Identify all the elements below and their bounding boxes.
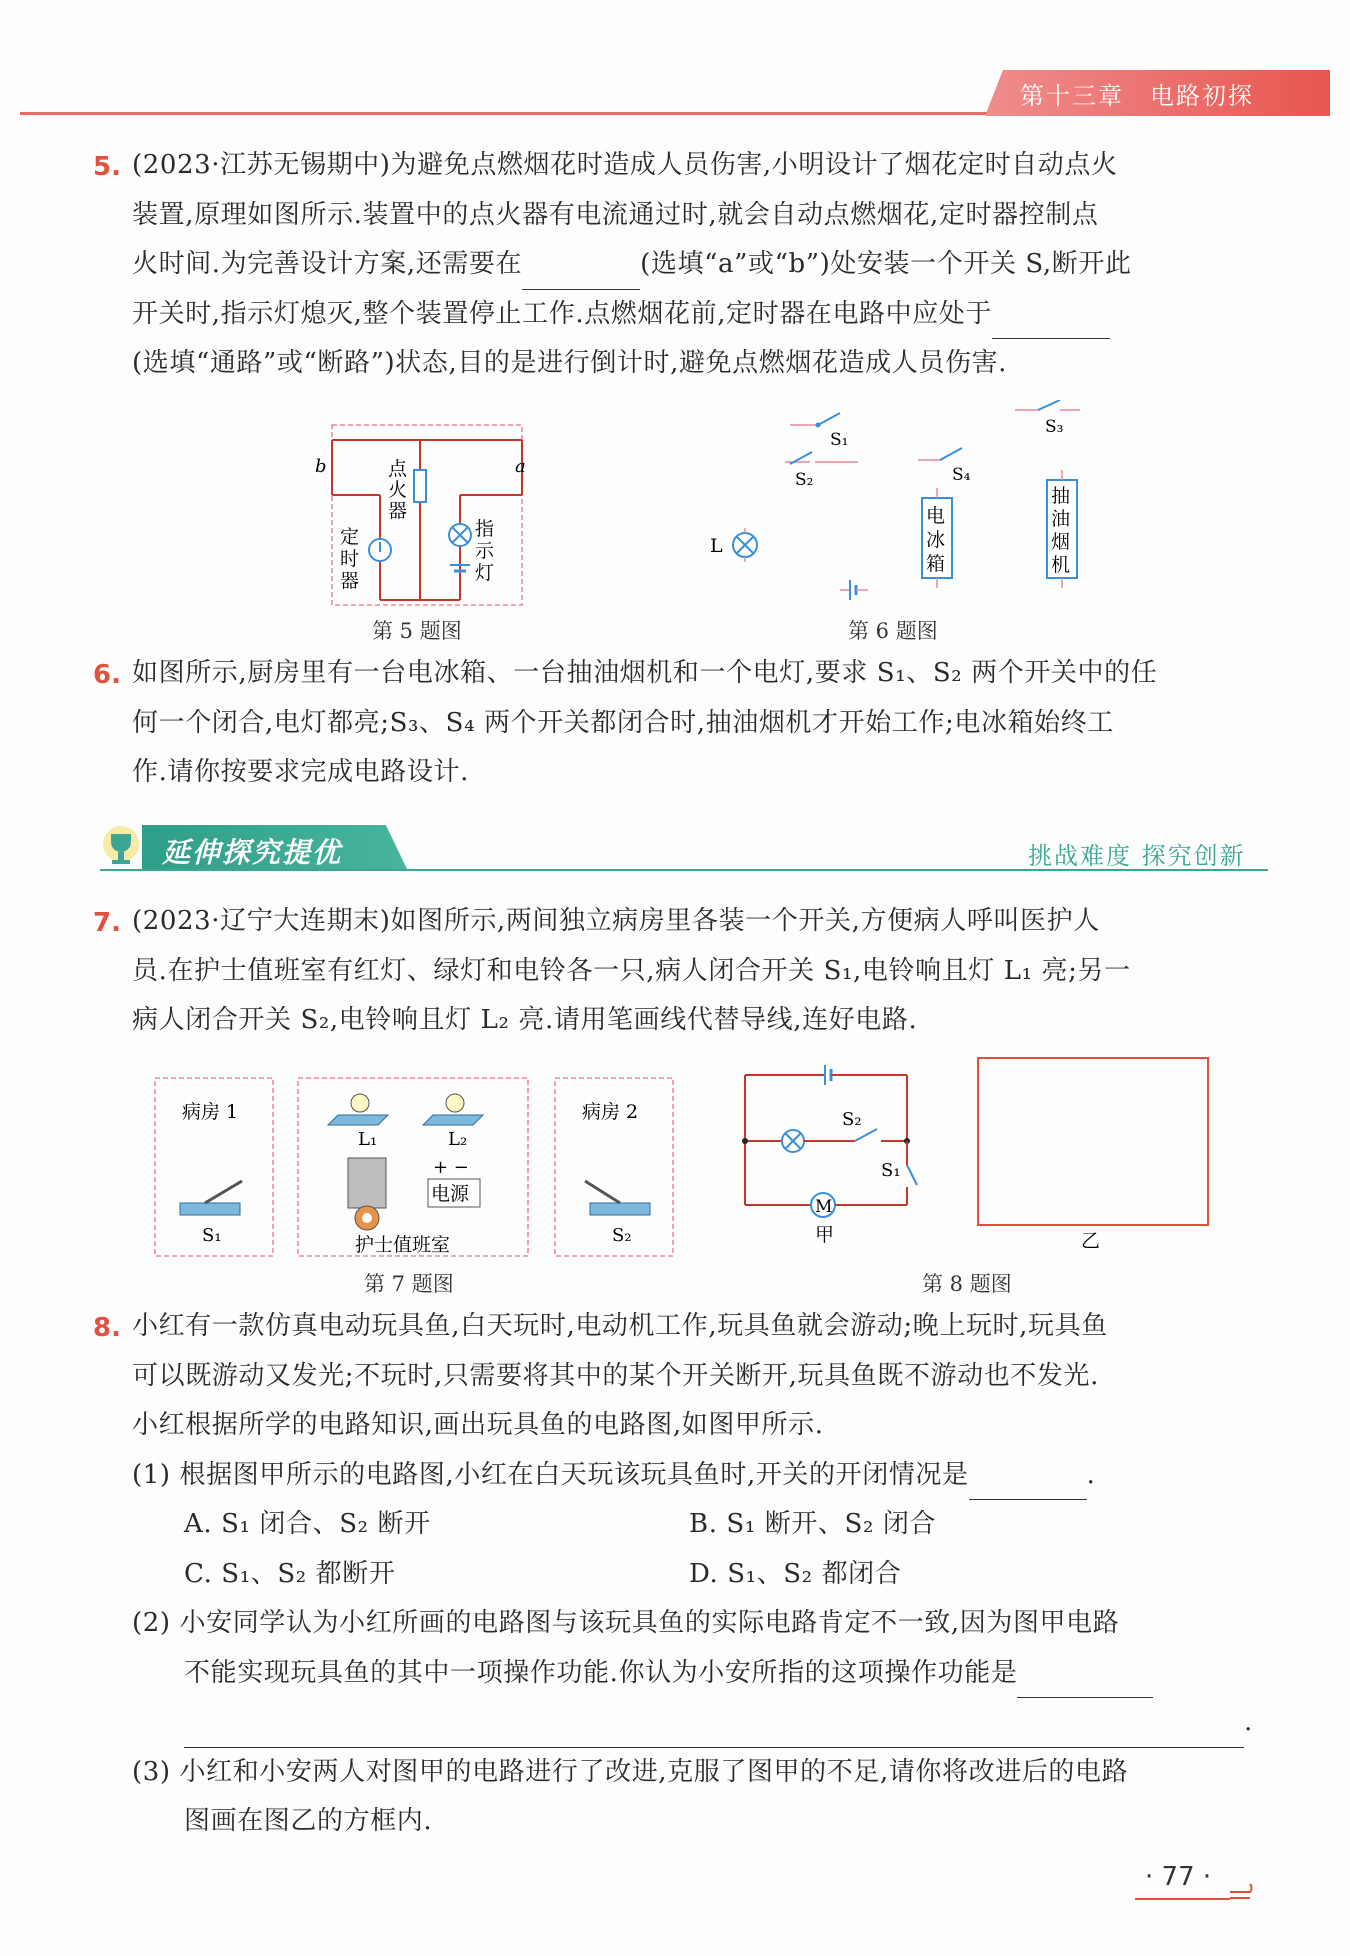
question-number-7: 7. [93,908,121,938]
section-title: 延伸探究提优 [162,836,343,869]
s2-label: S₂ [795,470,814,490]
q6-line-1: 如图所示,厨房里有一台电冰箱、一台抽油烟机和一个电灯,要求 S₁、S₂ 两个开关中的任 [132,658,1158,688]
q8-sub-1-text: (1) 根据图甲所示的电路图,小红在白天玩该玩具鱼时,开关的开闭情况是 [132,1459,969,1490]
chapter-topic: 电路初探 [1150,82,1254,110]
answer-blank[interactable] [1017,1667,1153,1698]
room-1-label: 病房 1 [182,1101,239,1123]
figure-5-caption: 第 5 题图 [372,619,462,643]
answer-blank-long[interactable] [184,1717,1244,1748]
lamp-char-3: 灯 [475,562,495,584]
trophy-icon [96,822,146,872]
q8-sub-2b [132,1649,1267,1699]
s1-label: S₁ [830,430,849,450]
q8-line-2: 可以既游动又发光;不玩时,只需要将其中的某个开关断开,玩具鱼既不游动也不发光. [132,1360,1099,1391]
label-a: a [515,456,526,477]
q8-sub-1: (1) 根据图甲所示的电路图,小红在白天玩该玩具鱼时,开关的开闭情况是 . [132,1451,1267,1501]
q5-line-2: 装置,原理如图所示.装置中的点火器有电流通过时,就会自动点燃烟花,定时器控制点 [132,199,1099,230]
hood-char-3: 烟 [1051,531,1071,553]
figure-7-diagram [150,1073,680,1263]
figure-8-caption: 第 8 题图 [922,1272,1012,1296]
room-2-label: 病房 2 [582,1101,639,1123]
option-c: C. S₁、S₂ 都断开 [184,1558,396,1589]
switch-s2 [855,1129,877,1141]
q7-line-2: 员.在护士值班室有红灯、绿灯和电铃各一只,病人闭合开关 S₁,电铃响且灯 L₁ 亮;另一 [132,955,1131,986]
lamp-l2-bulb [446,1094,464,1112]
hood-char-4: 机 [1051,554,1071,576]
drawing-box-yi[interactable] [978,1058,1208,1225]
yi-label: 乙 [1081,1230,1101,1252]
power-label: 电源 [431,1183,470,1205]
lamp-l-label: L [710,535,723,557]
option-b: B. S₁ 断开、S₂ 闭合 [689,1509,937,1539]
figure-8-diagram [735,1055,1220,1260]
q8-sub-3a: (3) 小红和小安两人对图甲的电路进行了改进,克服了图甲的不足,请你将改进后的电路 [132,1756,1129,1787]
q7-line-3: 病人闭合开关 S₂,电铃响且灯 L₂ 亮.请用笔画线代替导线,连好电路. [132,1005,918,1035]
q5-line-3b: (选填“a”或“b”)处安装一个开关 S,断开此 [640,249,1132,279]
q8-sub-2a: (2) 小安同学认为小红所画的电路图与该玩具鱼的实际电路肯定不一致,因为图甲电路 [132,1608,1120,1638]
switch-s1 [907,1165,917,1185]
timer-char-2: 时 [340,548,360,570]
q5-line-4 [132,290,1267,340]
question-5-text [132,141,1267,389]
timer-char-3: 器 [340,570,360,592]
plus-minus-label: + − [433,1157,469,1178]
option-a: A. S₁ 闭合、S₂ 断开 [184,1509,431,1539]
question-7-text [132,897,1267,1046]
figure-6-caption: 第 6 题图 [848,619,938,643]
footer-rule [1135,1898,1230,1900]
switch-s4 [940,448,962,460]
q6-line-3: 作.请你按要求完成电路设计. [132,757,469,787]
q8-options-row-1 [132,1500,1267,1550]
l1-label: L₁ [358,1129,378,1150]
q8-sub-3b: 图画在图乙的方框内. [184,1806,433,1836]
fridge-char-1: 电 [926,505,946,527]
lamp-l1-bulb [351,1094,369,1112]
timer-char-1: 定 [340,526,360,548]
s1-label: S₁ [202,1225,222,1246]
switch-s1-base [180,1203,240,1215]
label-b: b [315,456,327,477]
electric-bell [348,1158,386,1208]
jia-label: 甲 [815,1224,835,1246]
hood-char-1: 抽 [1051,485,1071,507]
chapter-number: 第十三章 [1020,82,1124,110]
section-subtitle: 挑战难度 探究创新 [1028,842,1246,870]
question-8-text [132,1302,1267,1847]
hood-char-2: 油 [1051,508,1071,530]
s1-label: S₁ [881,1160,901,1181]
l2-label: L₂ [448,1129,468,1150]
s2-label: S₂ [842,1109,862,1130]
q8-sub-2b-text: 不能实现玩具鱼的其中一项操作功能.你认为小安所指的这项操作功能是 [184,1657,1018,1688]
figure-5-circuit [310,415,530,615]
q5-line-3 [132,240,1267,290]
lamp-char-1: 指 [475,518,495,540]
nurse-room-label: 护士值班室 [355,1234,451,1256]
question-number-5: 5. [93,152,121,182]
option-d: D. S₁、S₂ 都闭合 [689,1558,902,1589]
s4-label: S₄ [952,465,971,485]
question-number-6: 6. [93,660,121,690]
switch-s1 [818,413,840,425]
answer-blank[interactable] [992,308,1110,339]
q5-line-4-text: 开关时,指示灯熄灭,整个装置停止工作.点燃烟花前,定时器在电路中应处于 [132,298,993,329]
arrow-icon [1228,1880,1258,1904]
igniter-char-1: 点 [388,458,408,480]
question-number-8: 8. [93,1313,121,1343]
page-number: · 77 · [1145,1862,1212,1892]
chapter-heading [1020,76,1280,111]
switch-s2-lever [585,1181,620,1203]
lamp-char-2: 示 [475,540,495,562]
q8-line-3: 小红根据所学的电路知识,画出玩具鱼的电路图,如图甲所示. [132,1410,824,1440]
q5-line-1: (2023·江苏无锡期中)为避免点燃烟花时造成人员伤害,小明设计了烟花定时自动点火 [132,150,1118,180]
s3-label: S₃ [1045,417,1064,437]
question-6-text [132,649,1267,798]
q5-line-5: (选填“通路”或“断路”)状态,目的是进行倒计时,避免点燃烟花造成人员伤害. [132,348,1008,378]
switch-s1-lever [205,1181,242,1203]
igniter-resistor [414,470,426,502]
q6-line-2: 何一个闭合,电灯都亮;S₃、S₄ 两个开关都闭合时,抽油烟机才开始工作;电冰箱始终工 [132,707,1114,738]
nurse-room-box [298,1078,528,1256]
answer-blank[interactable] [969,1469,1087,1500]
fridge-char-2: 冰 [926,529,946,551]
q8-sub-2c: . [132,1698,1267,1748]
igniter-char-3: 器 [388,500,408,522]
answer-blank[interactable] [522,259,640,290]
figure-6-components [690,400,1110,610]
q5-line-3a: 火时间.为完善设计方案,还需要在 [132,249,523,279]
q8-line-1: 小红有一款仿真电动玩具鱼,白天玩时,电动机工作,玩具鱼就会游动;晚上玩时,玩具鱼 [132,1311,1108,1341]
motor-label: M [815,1197,833,1217]
q8-options-row-2 [132,1550,1267,1600]
switch-s2-base [590,1203,650,1215]
igniter-char-2: 火 [388,479,408,501]
figure-7-caption: 第 7 题图 [364,1272,454,1296]
switch-s3 [1038,400,1060,410]
q7-line-1: (2023·辽宁大连期末)如图所示,两间独立病房里各装一个开关,方便病人呼叫医护人 [132,906,1100,936]
s2-label: S₂ [612,1225,632,1246]
fridge-char-3: 箱 [926,553,946,575]
